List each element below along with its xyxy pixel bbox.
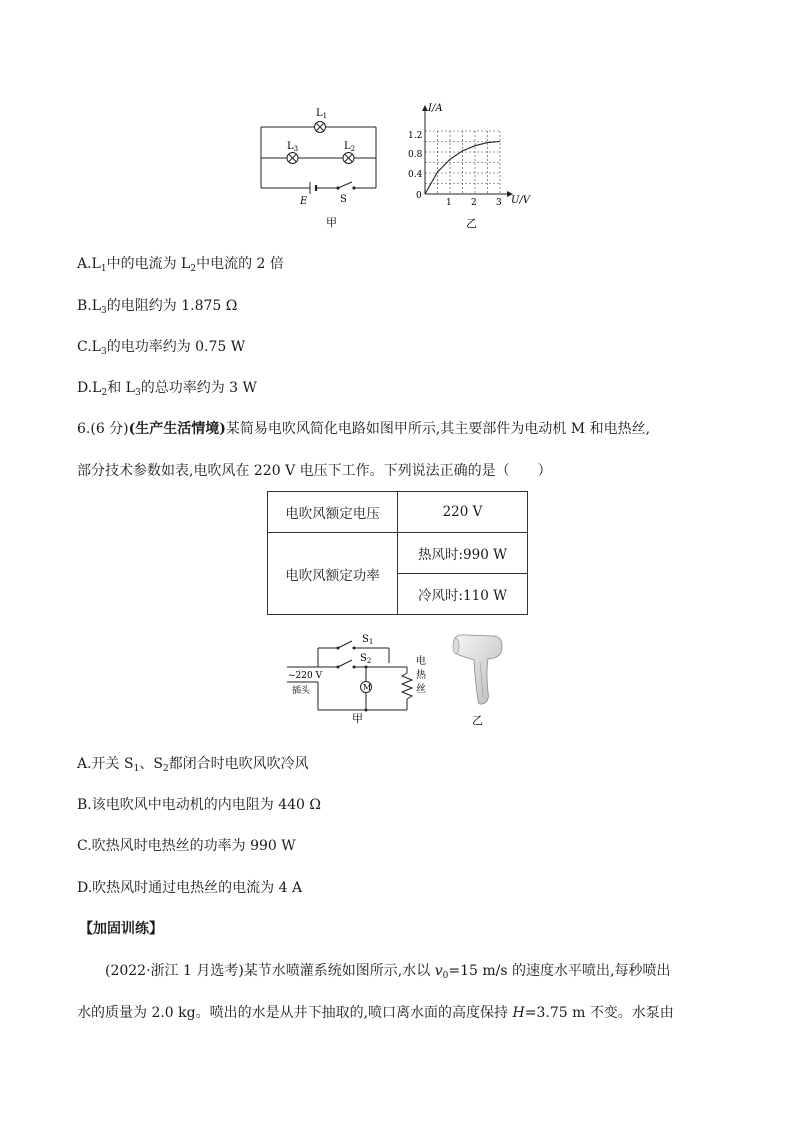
figure-caption-jia: 甲 [326,216,337,229]
lamp2-label: $L_2$ [344,141,356,153]
q6-number: 6.(6 分) [77,421,129,437]
supply-label: ~220 V [288,671,323,681]
switch-s1-label: $S_1$ [362,634,374,646]
origin-label: 0 [416,191,422,201]
switch-label: S [340,194,347,205]
y-tick-1.2: 1.2 [408,131,423,141]
plug-label: 插头 [292,686,311,696]
q6-option-a[interactable]: A.开关 $S_1$、$S_2$都闭合时电吹风吹冷风 [77,756,309,774]
y-tick-0.4: 0.4 [408,170,423,180]
x-tick-3: 3 [496,198,502,208]
x-tick-2: 2 [471,198,477,208]
heater-label-2: 热 [416,670,426,681]
y-tick-0.8: 0.8 [408,150,423,160]
parameter-table [267,491,528,615]
q5-option-b[interactable]: $B.L_3$的电阻约为 1.875 Ω [77,298,238,316]
figure-caption-yi: 乙 [466,217,477,230]
q6-tag: (生产生活情境) [128,421,226,437]
battery-label: E [300,196,308,207]
hair-dryer-circuit-jia [282,630,437,725]
table-cell-power-cold: 冷风时:110 W [398,574,528,615]
lamp3-label: $L_3$ [287,141,299,153]
section-heading: 【加固训练】 [79,921,163,937]
final-para-line1: (2022·浙江 1 月选考)某节水喷灌系统如图所示,水以 $v_0=15$ m/s 的速度水平喷出,每秒喷出 [105,963,671,981]
hair-dryer-image [448,632,508,727]
final-para-line2: 水的质量为 2.0 kg。喷出的水是从井下抽取的,喷口离水面的高度保持 H=3.75 m 不变。水泵由 [77,1005,674,1021]
q5-option-d[interactable]: $D.L_2$和 $L_3$的总功率约为 3 W [77,380,257,398]
q6-option-b[interactable]: B.该电吹风中电动机的内电阻为 440 Ω [77,797,321,813]
table-cell-power-hot: 热风时:990 W [398,533,528,574]
table-cell-voltage-label: 电吹风额定电压 [268,492,398,533]
heater-label-1: 电 [416,656,426,667]
q6-stem-line1: 6.(6 分)(生产生活情境)某简易电吹风简化电路如图甲所示,其主要部件为电动机 M 和电热丝, [77,421,651,437]
heater-label-3: 丝 [416,684,426,695]
iu-graph-yi [400,98,540,235]
figure-caption-jia-2: 甲 [352,712,363,725]
table-cell-power-label: 电吹风额定功率 [268,533,398,615]
figure-caption-yi-2: 乙 [472,714,483,727]
q6-option-d[interactable]: D.吹热风时通过电热丝的电流为 4 A [77,880,303,896]
q6-stem-line2: 部分技术参数如表,电吹风在 220 V 电压下工作。下列说法正确的是（ ） [77,463,552,479]
x-axis-label: U/V [511,195,531,206]
x-tick-1: 1 [446,198,452,208]
motor-label: M [363,683,372,692]
lamp1-label: $L_1$ [316,108,328,120]
table-cell-voltage-value: 220 V [398,492,528,533]
switch-s2-label: $S_2$ [360,653,372,665]
y-axis-label: I/A [428,103,443,114]
circuit-diagram-jia [250,100,390,235]
graph-grid [425,131,500,194]
q6-option-c[interactable]: C.吹热风时电热丝的功率为 990 W [77,838,296,854]
q5-option-a[interactable]: $A.L_1$中的电流为 $L_2$中电流的 2 倍 [77,256,284,274]
q5-option-c[interactable]: $C.L_3$的电功率约为 0.75 W [77,339,246,357]
